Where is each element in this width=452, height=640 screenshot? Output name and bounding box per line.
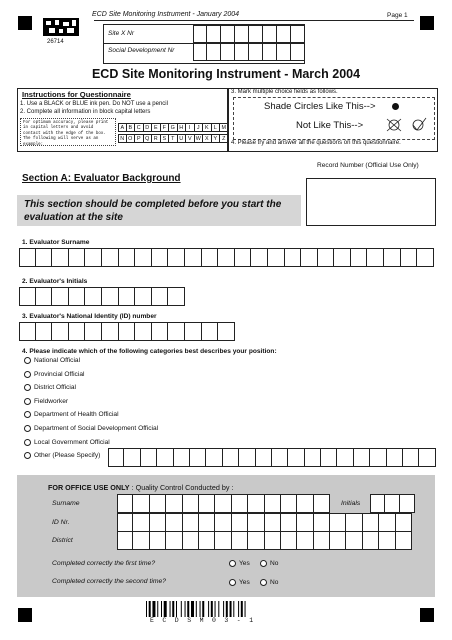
office-use-heading-rest: : Quality Control Conducted by : <box>129 483 234 492</box>
instruction-line-3: 3. Mark multiple choice fields as follows. <box>231 89 338 95</box>
instruction-tip: For optimum accuracy, please print in capital letters and avoid contact with the edge of the box. The following will serve as an example: <box>20 118 116 146</box>
input-box[interactable] <box>218 322 235 341</box>
example-letter: N <box>118 134 127 143</box>
input-box[interactable] <box>150 494 166 513</box>
office-initials-label: Initials <box>341 500 361 507</box>
input-box[interactable] <box>168 322 185 341</box>
input-box[interactable] <box>235 248 252 267</box>
example-letter: U <box>178 134 187 143</box>
input-box[interactable] <box>265 531 281 550</box>
completed-second-label: Completed correctly the second time? <box>52 578 167 585</box>
office-surname-label: Surname <box>52 500 80 507</box>
input-box[interactable] <box>232 531 248 550</box>
input-box[interactable] <box>152 248 169 267</box>
instruction-line-4: 4. Please try and answer all the questions on this questionnaire. <box>231 140 401 146</box>
q2-label: 2. Evaluator's Initials <box>22 278 88 285</box>
no-label: No <box>270 579 279 586</box>
input-box[interactable] <box>19 248 36 267</box>
radio-icon[interactable] <box>24 411 31 418</box>
barcode-bar <box>191 601 194 617</box>
input-box[interactable] <box>281 494 297 513</box>
input-box[interactable] <box>19 287 36 306</box>
surname-boxes[interactable] <box>19 248 434 267</box>
office-id-boxes[interactable] <box>117 513 412 532</box>
input-box[interactable] <box>314 494 330 513</box>
input-box[interactable] <box>150 531 166 550</box>
input-box[interactable] <box>85 248 102 267</box>
input-box[interactable] <box>133 513 149 532</box>
input-box[interactable] <box>379 531 395 550</box>
wrong-marks-icon <box>384 116 430 134</box>
radio-icon[interactable] <box>260 560 267 567</box>
barcode-bar <box>170 601 171 617</box>
yes-label: Yes <box>239 579 250 586</box>
barcode-bar <box>152 601 155 617</box>
section-a-heading: Section A: Evaluator Background <box>22 173 181 184</box>
not-like-text: Not Like This--> <box>296 120 364 131</box>
input-box[interactable] <box>321 448 337 467</box>
input-box[interactable] <box>297 494 313 513</box>
barcode-bar <box>149 601 151 617</box>
registration-mark-top-left <box>18 16 32 30</box>
position-option-label: Fieldworker <box>34 397 69 405</box>
input-box[interactable] <box>174 448 190 467</box>
barcode-bar <box>146 601 147 617</box>
position-option-label: Local Government Official <box>34 438 110 446</box>
input-box[interactable] <box>370 448 386 467</box>
input-box[interactable] <box>232 494 248 513</box>
form-code: 26714 <box>47 39 64 45</box>
example-letter: A <box>118 123 127 132</box>
input-box[interactable] <box>363 531 379 550</box>
input-box[interactable] <box>119 248 136 267</box>
example-letter: K <box>203 123 212 132</box>
radio-icon[interactable] <box>229 579 236 586</box>
barcode-bar <box>233 601 234 617</box>
barcode-bar <box>164 601 167 617</box>
position-option-label: Department of Health Official <box>34 411 119 419</box>
input-box[interactable] <box>166 531 182 550</box>
input-box[interactable] <box>185 322 202 341</box>
completed-first-no[interactable] <box>260 560 278 567</box>
input-box[interactable] <box>102 287 119 306</box>
input-box[interactable] <box>124 448 140 467</box>
office-district-boxes[interactable] <box>117 531 412 550</box>
input-box[interactable] <box>150 513 166 532</box>
input-box[interactable] <box>314 513 330 532</box>
input-box[interactable] <box>108 448 124 467</box>
input-box[interactable] <box>202 322 219 341</box>
radio-icon[interactable] <box>24 371 31 378</box>
social-nr-boxes[interactable] <box>193 43 305 61</box>
example-letter: L <box>212 123 221 132</box>
input-box[interactable] <box>85 322 102 341</box>
record-number-label: Record Number (Official Use Only) <box>317 162 419 169</box>
input-box[interactable] <box>69 322 86 341</box>
other-specify-boxes[interactable] <box>108 448 436 467</box>
input-box[interactable] <box>183 531 199 550</box>
input-box[interactable] <box>117 531 133 550</box>
input-box[interactable] <box>330 531 346 550</box>
shade-like-text: Shade Circles Like This--> <box>264 101 376 112</box>
input-box[interactable] <box>285 248 302 267</box>
page-number: Page 1 <box>387 12 408 19</box>
filled-circle-icon <box>392 103 399 110</box>
position-option-label: Provincial Official <box>34 370 85 378</box>
office-id-label: ID Nr. <box>52 519 70 526</box>
input-box[interactable] <box>166 494 182 513</box>
input-box[interactable] <box>354 448 370 467</box>
example-letter: W <box>195 134 204 143</box>
example-letter: B <box>127 123 136 132</box>
barcode-bar <box>245 601 246 617</box>
barcode-bar <box>218 601 219 617</box>
office-district-label: District <box>52 537 73 544</box>
input-box[interactable] <box>363 513 379 532</box>
input-box[interactable] <box>199 513 215 532</box>
input-box[interactable] <box>52 322 69 341</box>
input-box[interactable] <box>168 248 185 267</box>
input-box[interactable] <box>248 513 264 532</box>
completed-second-yes[interactable] <box>229 579 250 586</box>
example-letter: M <box>220 123 229 132</box>
example-letter: E <box>152 123 161 132</box>
example-letter: H <box>178 123 187 132</box>
input-box[interactable] <box>36 322 53 341</box>
input-box[interactable] <box>141 448 157 467</box>
barcode-bar <box>157 601 158 617</box>
input-box[interactable] <box>268 248 285 267</box>
example-letter: O <box>127 134 136 143</box>
input-box[interactable] <box>351 248 368 267</box>
input-box[interactable] <box>215 513 231 532</box>
barcode-bar <box>211 601 213 617</box>
input-box[interactable] <box>265 513 281 532</box>
position-option[interactable] <box>24 425 158 432</box>
office-use-heading <box>48 483 233 492</box>
input-box[interactable] <box>215 494 231 513</box>
input-box[interactable] <box>135 322 152 341</box>
radio-icon[interactable] <box>24 452 31 459</box>
barcode-bar <box>208 601 209 617</box>
input-box[interactable] <box>52 248 69 267</box>
example-letter: Q <box>144 134 153 143</box>
form-code-pattern <box>43 18 79 36</box>
input-box[interactable] <box>281 531 297 550</box>
radio-icon[interactable] <box>24 398 31 405</box>
input-box[interactable] <box>305 448 321 467</box>
barcode-text: E C D S M 0 3 - 1 <box>150 617 256 624</box>
input-box[interactable] <box>396 513 412 532</box>
input-box[interactable] <box>166 513 182 532</box>
barcode-bar <box>185 601 186 617</box>
completed-first-yes[interactable] <box>229 560 250 567</box>
q4-label: 4. Please indicate which of the following categories best describes your position: <box>22 348 277 355</box>
input-box[interactable] <box>183 513 199 532</box>
radio-icon[interactable] <box>229 560 236 567</box>
example-letter: F <box>161 123 170 132</box>
position-option-label: District Official <box>34 384 77 392</box>
barcode-bar <box>241 601 243 617</box>
input-box[interactable] <box>346 513 362 532</box>
example-letter: Y <box>212 134 221 143</box>
input-box[interactable] <box>199 531 215 550</box>
input-box[interactable] <box>419 448 435 467</box>
barcode-bar <box>172 601 174 617</box>
social-nr-label: Social Development Nr <box>108 47 175 54</box>
input-box[interactable] <box>185 248 202 267</box>
example-letter: T <box>169 134 178 143</box>
record-number-box[interactable] <box>306 178 436 226</box>
initials-boxes[interactable] <box>19 287 185 306</box>
input-box[interactable] <box>157 448 173 467</box>
example-letter: D <box>144 123 153 132</box>
example-letter: J <box>195 123 204 132</box>
input-box[interactable] <box>334 248 351 267</box>
site-nr-label: Site X Nr <box>108 30 135 37</box>
input-box[interactable] <box>367 248 384 267</box>
input-box[interactable] <box>417 248 434 267</box>
yes-label: Yes <box>239 560 250 567</box>
position-option-label: Other (Please Specify) <box>34 452 101 460</box>
input-box[interactable] <box>135 287 152 306</box>
input-box[interactable] <box>403 448 419 467</box>
barcode-bar <box>176 601 177 617</box>
input-box[interactable] <box>102 322 119 341</box>
example-letter: X <box>203 134 212 143</box>
instruction-line-2: 2. Complete all information in block capital letters <box>20 109 151 115</box>
input-box[interactable] <box>330 513 346 532</box>
input-box[interactable] <box>401 248 418 267</box>
input-box[interactable] <box>384 248 401 267</box>
example-letter: R <box>152 134 161 143</box>
input-box[interactable] <box>133 494 149 513</box>
completed-second-no[interactable] <box>260 579 278 586</box>
header-rule <box>94 20 414 21</box>
input-box[interactable] <box>119 287 136 306</box>
letters-example-row-1 <box>118 123 229 132</box>
input-box[interactable] <box>119 322 136 341</box>
input-box[interactable] <box>102 248 119 267</box>
input-box[interactable] <box>85 287 102 306</box>
input-box[interactable] <box>117 513 133 532</box>
barcode-bar <box>230 601 232 617</box>
position-option-label: National Official <box>34 357 81 364</box>
barcode-bar <box>196 601 197 617</box>
input-box[interactable] <box>281 513 297 532</box>
input-box[interactable] <box>288 448 304 467</box>
input-box[interactable] <box>239 448 255 467</box>
registration-mark-top-right <box>420 16 434 30</box>
barcode <box>146 601 306 617</box>
input-box[interactable] <box>297 531 313 550</box>
example-letter: G <box>169 123 178 132</box>
input-box[interactable] <box>152 287 169 306</box>
position-option[interactable] <box>24 398 68 405</box>
position-option[interactable] <box>24 357 80 364</box>
input-box[interactable] <box>301 248 318 267</box>
input-box[interactable] <box>256 448 272 467</box>
barcode-bar <box>200 601 201 617</box>
banner-line-1: This section should be completed before you start the <box>24 199 282 210</box>
input-box[interactable] <box>387 448 403 467</box>
input-box[interactable] <box>199 494 215 513</box>
radio-icon[interactable] <box>24 439 31 446</box>
registration-mark-bottom-left <box>18 608 32 622</box>
input-box[interactable] <box>400 494 415 513</box>
input-box[interactable] <box>135 248 152 267</box>
input-box[interactable] <box>190 448 206 467</box>
instruction-line-1: 1. Use a BLACK or BLUE ink pen. Do NOT use a pencil <box>20 101 168 107</box>
id-number-boxes[interactable] <box>19 322 235 341</box>
input-box[interactable] <box>218 248 235 267</box>
example-letter: C <box>135 123 144 132</box>
position-option-label: Department of Social Development Official <box>34 425 159 432</box>
input-box[interactable] <box>36 248 53 267</box>
q3-label: 3. Evaluator's National Identity (ID) number <box>22 313 157 320</box>
barcode-bar <box>202 601 204 617</box>
banner-line-2: evaluation at the site <box>24 212 123 223</box>
example-letter: V <box>186 134 195 143</box>
input-box[interactable] <box>297 513 313 532</box>
barcode-bar <box>187 601 189 617</box>
office-initials-boxes[interactable] <box>370 494 415 513</box>
input-box[interactable] <box>202 248 219 267</box>
registration-mark-bottom-right <box>420 608 434 622</box>
input-box[interactable] <box>36 287 53 306</box>
barcode-bar <box>181 601 182 617</box>
example-letter: Z <box>220 134 229 143</box>
radio-icon[interactable] <box>24 384 31 391</box>
position-option[interactable] <box>24 452 100 459</box>
input-box[interactable] <box>168 287 185 306</box>
input-box[interactable] <box>346 531 362 550</box>
example-letter: S <box>161 134 170 143</box>
input-box[interactable] <box>370 494 385 513</box>
input-box[interactable] <box>69 287 86 306</box>
input-box[interactable] <box>69 248 86 267</box>
office-surname-boxes[interactable] <box>117 494 330 513</box>
position-option[interactable] <box>24 371 84 378</box>
office-use-heading-bold: FOR OFFICE USE ONLY <box>48 483 130 492</box>
input-box[interactable] <box>396 531 412 550</box>
input-box[interactable] <box>248 531 264 550</box>
input-box[interactable] <box>52 287 69 306</box>
radio-icon[interactable] <box>260 579 267 586</box>
running-title: ECD Site Monitoring Instrument - January 2004 <box>92 11 240 18</box>
radio-icon[interactable] <box>24 425 31 432</box>
input-box[interactable] <box>206 448 222 467</box>
input-box[interactable] <box>117 494 133 513</box>
barcode-bar <box>161 601 162 617</box>
input-box[interactable] <box>385 494 400 513</box>
example-letter: P <box>135 134 144 143</box>
input-box[interactable] <box>379 513 395 532</box>
input-box[interactable] <box>232 513 248 532</box>
input-box[interactable] <box>318 248 335 267</box>
input-box[interactable] <box>133 531 149 550</box>
radio-icon[interactable] <box>24 357 31 364</box>
example-letter: I <box>186 123 195 132</box>
position-option[interactable] <box>24 411 119 418</box>
barcode-bar <box>226 601 228 617</box>
barcode-bar <box>223 601 224 617</box>
input-box[interactable] <box>152 322 169 341</box>
input-box[interactable] <box>19 322 36 341</box>
barcode-bar <box>215 601 216 617</box>
input-box[interactable] <box>251 248 268 267</box>
input-box[interactable] <box>265 494 281 513</box>
completed-first-label: Completed correctly the first time? <box>52 560 156 567</box>
input-box[interactable] <box>314 531 330 550</box>
instructions-heading: Instructions for Questionnaire <box>22 90 131 99</box>
input-box[interactable] <box>183 494 199 513</box>
input-box[interactable] <box>272 448 288 467</box>
input-box[interactable] <box>223 448 239 467</box>
input-box[interactable] <box>248 494 264 513</box>
input-box[interactable] <box>337 448 353 467</box>
q1-label: 1. Evaluator Surname <box>22 239 90 246</box>
page-title: ECD Site Monitoring Instrument - March 2004 <box>91 67 361 81</box>
letters-example-row-2 <box>118 134 229 143</box>
barcode-bar <box>238 601 239 617</box>
input-box[interactable] <box>215 531 231 550</box>
no-label: No <box>270 560 279 567</box>
position-option[interactable] <box>24 384 76 391</box>
position-option[interactable] <box>24 439 110 446</box>
site-nr-boxes[interactable] <box>193 25 305 43</box>
